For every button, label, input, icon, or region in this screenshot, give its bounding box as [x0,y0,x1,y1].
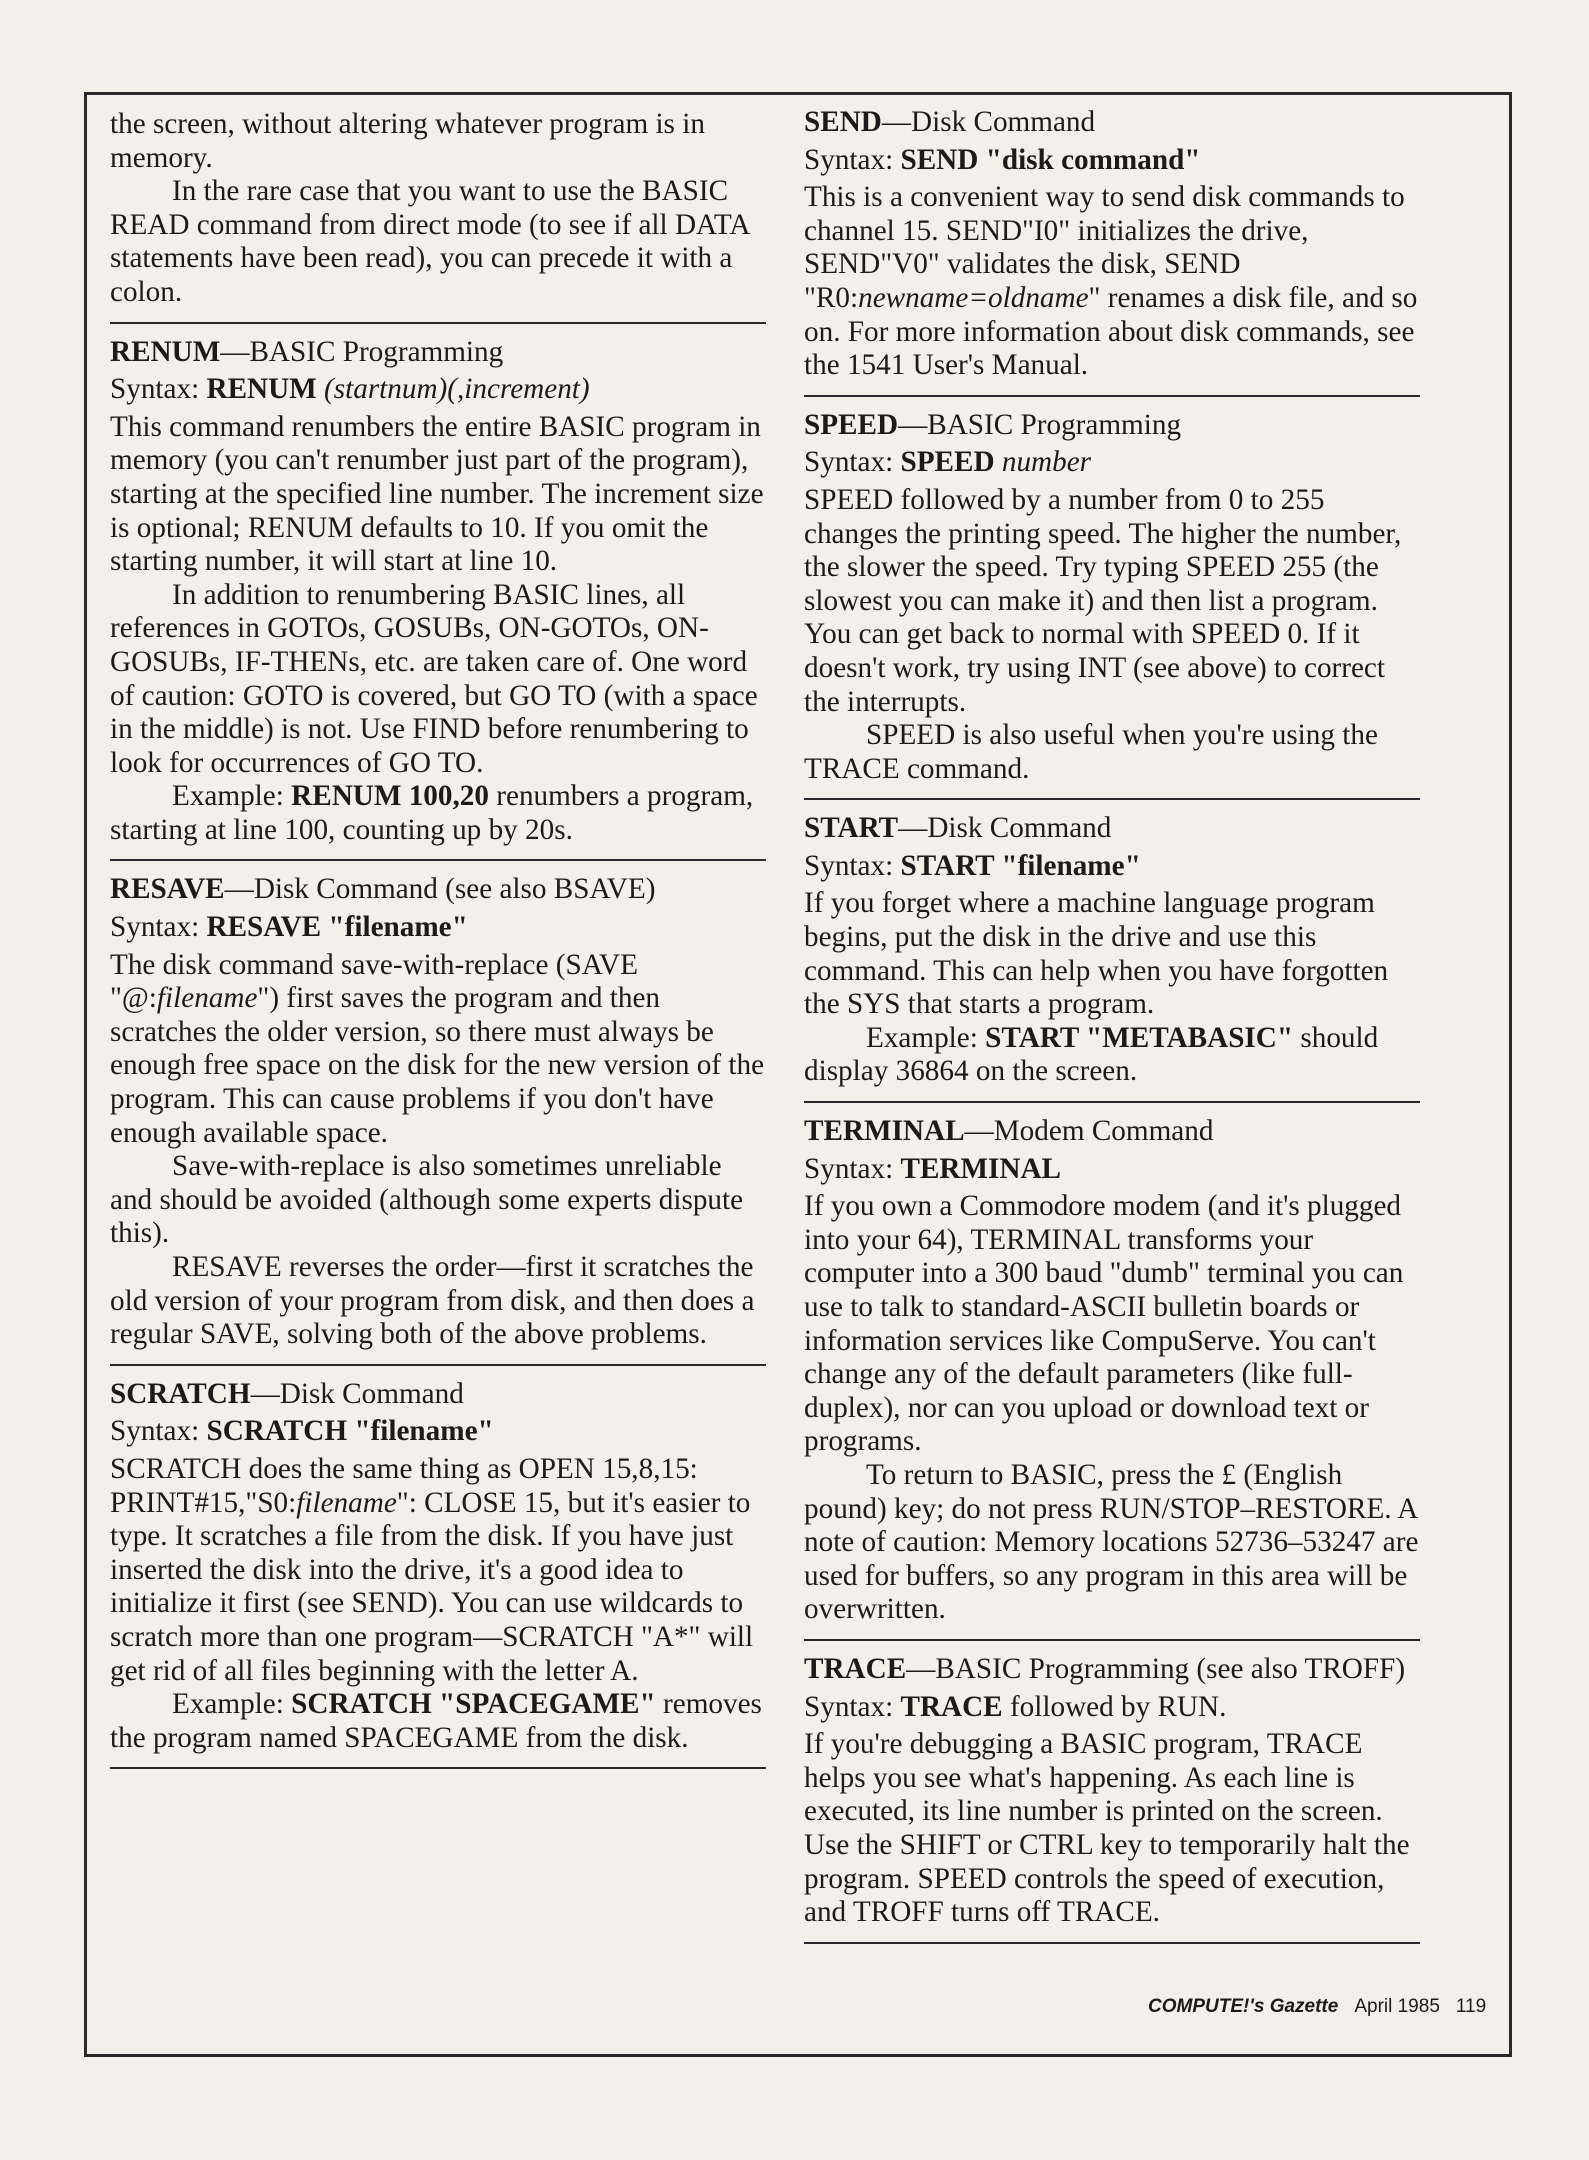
section-divider [804,1942,1420,1944]
entry-syntax: Syntax: TERMINAL [804,1152,1062,1185]
entry-body: To return to BASIC, press the £ (English pound) key; do not press RUN/STOP–RESTORE. A note of caution: Memory locations 52736–53247 are used for buffers, so any program in this area will be overwritten. [804,1458,1419,1626]
entry-body: Save-with-replace is also sometimes unreliable and should be avoided (although some experts dispute this). [110,1150,744,1250]
entry-example: Example: RENUM 100,20 renumbers a program, starting at line 100, counting up by 20s. [110,780,754,846]
entry-body: If you're debugging a BASIC program, TRACE helps you see what's happening. As each line is executed, its line number is printed on the screen. Use the SHIFT or CTRL key to temporarily halt the program. SPEED controls the speed of execution, and TROFF turns off TRACE. [804,1728,1410,1929]
section-divider [804,395,1420,397]
entry-resave [110,873,766,1351]
entry-heading: TERMINAL—Modem Command [804,1115,1214,1148]
page-number: 119 [1455,1996,1487,2017]
section-divider [804,1101,1420,1103]
entry-renum [110,336,766,848]
entry-heading: TRACE—BASIC Programming (see also TROFF) [804,1652,1406,1685]
section-divider [110,322,766,324]
entry-example: Example: SCRATCH "SPACEGAME" removes the program named SPACEGAME from the disk. [110,1688,762,1754]
entry-send [804,106,1420,383]
entry-body: If you own a Commodore modem (and it's plugged into your 64), TERMINAL transforms your computer into a 300 baud "dumb" terminal you can use to talk to standard-ASCII bulletin boards or information services like CompuServe. You can't change any of the default parameters (like full-duplex), nor can you upload or download text or programs. [804,1190,1404,1458]
entry-trace [804,1653,1420,1930]
page-footer [1148,1996,1486,2018]
intro-paragraph: In the rare case that you want to use the BASIC READ command from direct mode (to see if all DATA statements have been read), you can precede it with a colon. [110,175,749,308]
entry-terminal [804,1115,1420,1627]
entry-body: The disk command save-with-replace (SAVE "@:filename") first saves the program and then scratches the older version, so there must always be enough free space on the disk for the new version of the program. This can cause problems if you don't have enough available space. [110,948,765,1149]
entry-body: If you forget where a machine language program begins, put the disk in the drive and use this command. This can help when you have forgotten the SYS that starts a program. [804,887,1389,1021]
entry-heading: SEND—Disk Command [804,106,1096,138]
entry-syntax: Syntax: SPEED number [804,446,1092,479]
entry-body: This is a convenient way to send disk commands to channel 15. SEND"I0" initializes the drive, SEND"V0" validates the disk, SEND "R0:newname=oldname" renames a disk file, and so on. For more information about disk commands, see the 1541 User's Manual. [804,181,1418,382]
entry-example: Example: START "METABASIC" should display 36864 on the screen. [804,1021,1379,1088]
entry-body: RESAVE reverses the order—first it scratches the old version of your program from disk, and then does a regular SAVE, solving both of the above problems. [110,1251,755,1351]
entry-syntax: Syntax: TRACE followed by RUN. [804,1690,1227,1723]
entry-body: SPEED is also useful when you're using the TRACE command. [804,719,1378,785]
section-divider [804,1639,1420,1641]
left-column [110,108,766,1781]
entry-syntax: Syntax: SCRATCH "filename" [110,1415,494,1448]
entry-heading: START—Disk Command [804,812,1112,845]
section-divider [804,798,1420,800]
entry-scratch [110,1378,766,1756]
entry-body: SPEED followed by a number from 0 to 255 changes the printing speed. The higher the number, the slower the speed. Try typing SPEED 255 (the slowest you can make it) and then list a program. You can get back to normal with SPEED 0. If it doesn't work, try using INT (see above) to correct the interrupts. [804,483,1402,718]
entry-heading: RESAVE—Disk Command (see also BSAVE) [110,873,656,906]
entry-start [804,812,1420,1089]
section-divider [110,1364,766,1366]
issue-date: April 1985 [1354,1996,1440,2017]
right-column [804,106,1420,1956]
entry-body: This command renumbers the entire BASIC program in memory (you can't renumber just part of the program), starting at the specified line number. The increment size is optional; RENUM defaults to 10. If you omit the starting number, it will start at line 10. [110,410,764,578]
entry-syntax: Syntax: SEND "disk command" [804,143,1201,176]
entry-heading: RENUM—BASIC Programming [110,335,504,368]
entry-syntax: Syntax: START "filename" [804,849,1141,882]
intro-paragraph: the screen, without altering whatever program is in memory. [110,108,705,174]
entry-syntax: Syntax: RENUM (startnum)(,increment) [110,373,590,406]
entry-syntax: Syntax: RESAVE "filename" [110,911,468,944]
magazine-name: COMPUTE!'s Gazette [1148,1996,1339,2017]
entry-heading: SCRATCH—Disk Command [110,1377,464,1410]
section-divider [110,859,766,861]
entry-heading: SPEED—BASIC Programming [804,408,1182,441]
section-divider [110,1767,766,1769]
entry-body: SCRATCH does the same thing as OPEN 15,8,15: PRINT#15,"S0:filename": CLOSE 15, but it's easier to type. It scratches a file from the disk. If you have just inserted the disk into the drive, it's a good idea to initialize it first (see SEND). You can use wildcards to scratch more than one program—SCRATCH "A*" will get rid of all files beginning with the letter A. [110,1452,754,1687]
entry-speed [804,409,1420,787]
entry-body: In addition to renumbering BASIC lines, all references in GOTOs, GOSUBs, ON-GOTOs, ON-GOSUBs, IF-THENs, etc. are taken care of. One word of caution: GOTO is covered, but GO TO (with a space in the middle) is not. Use FIND before renumbering to look for occurrences of GO TO. [110,578,758,779]
